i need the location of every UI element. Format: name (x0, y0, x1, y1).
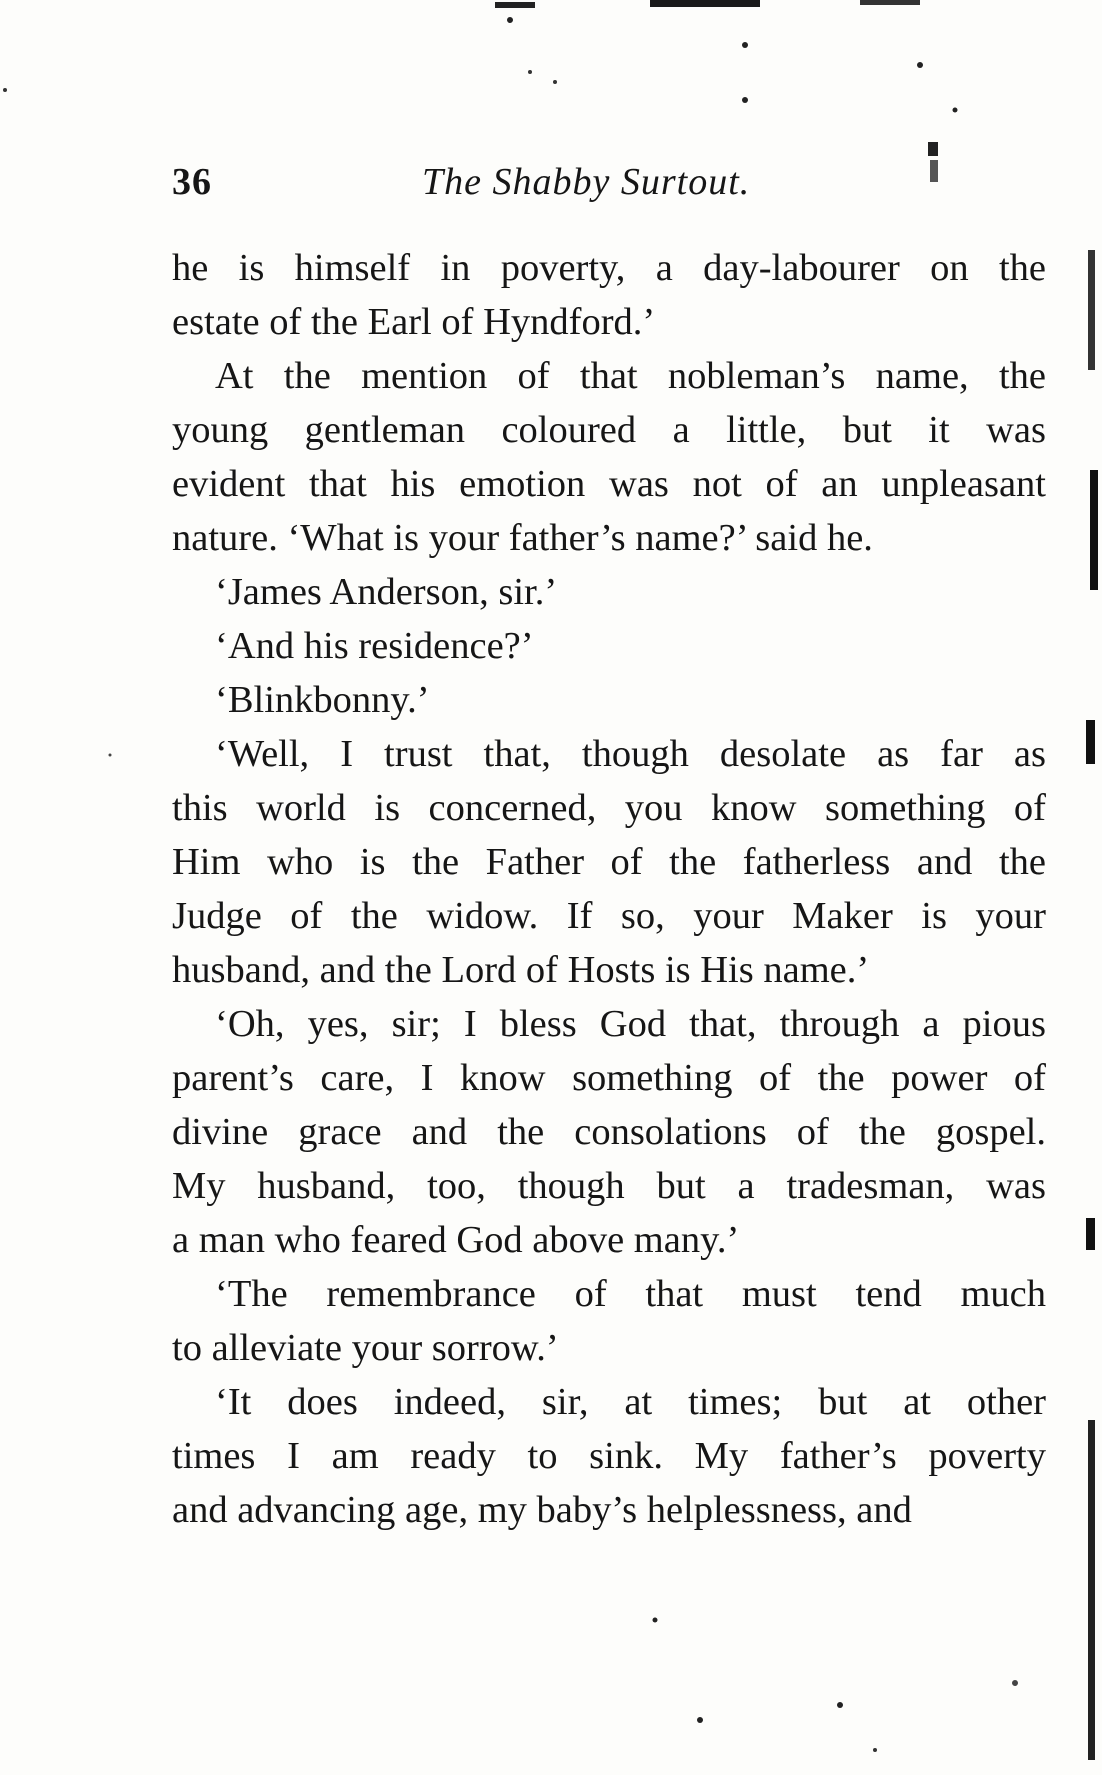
paragraph (172, 241, 1046, 349)
text-line: times I am ready to sink. My father’s poverty (172, 1435, 1046, 1477)
text-line: ‘James Anderson, sir.’ (215, 571, 558, 613)
paragraph (172, 1267, 1046, 1375)
text-line: to alleviate your sorrow.’ (172, 1327, 559, 1369)
text-line: parent’s care, I know something of the power of (172, 1057, 1046, 1099)
text-line: At the mention of that nobleman’s name, the (215, 355, 1046, 397)
page-header (172, 160, 1052, 210)
text-line: Judge of the widow. If so, your Maker is your (172, 895, 1046, 937)
text-line: Him who is the Father of the fatherless and the (172, 841, 1046, 883)
text-line: this world is concerned, you know something of (172, 787, 1046, 829)
text-line: ‘It does indeed, sir, at times; but at other (215, 1381, 1046, 1423)
text-line: young gentleman coloured a little, but it was (172, 409, 1046, 451)
text-line: ‘Oh, yes, sir; I bless God that, through a pious (215, 1003, 1046, 1045)
text-line: ‘The remembrance of that must tend much (215, 1273, 1046, 1315)
body-text (172, 241, 1046, 1537)
paragraph (172, 673, 1046, 727)
page-number: 36 (172, 161, 212, 203)
text-line: divine grace and the consolations of the gospel. (172, 1111, 1046, 1153)
paragraph (172, 349, 1046, 565)
paragraph (172, 619, 1046, 673)
text-line: he is himself in poverty, a day-labourer on the (172, 247, 1046, 289)
text-line: and advancing age, my baby’s helplessness, and (172, 1489, 912, 1531)
text-line: ‘Well, I trust that, though desolate as far as (215, 733, 1046, 775)
text-line: nature. ‘What is your father’s name?’ said he. (172, 517, 873, 559)
text-line: husband, and the Lord of Hosts is His name.’ (172, 949, 870, 991)
paragraph (172, 727, 1046, 997)
text-line: a man who feared God above many.’ (172, 1219, 740, 1261)
text-line: My husband, too, though but a tradesman, was (172, 1165, 1046, 1207)
text-line: evident that his emotion was not of an unpleasant (172, 463, 1046, 505)
text-line: estate of the Earl of Hyndford.’ (172, 301, 656, 343)
paragraph (172, 1375, 1046, 1537)
paragraph (172, 565, 1046, 619)
running-title: The Shabby Surtout. (422, 161, 751, 203)
text-line: ‘And his residence?’ (215, 625, 534, 667)
paragraph (172, 997, 1046, 1267)
text-line: ‘Blinkbonny.’ (215, 679, 430, 721)
